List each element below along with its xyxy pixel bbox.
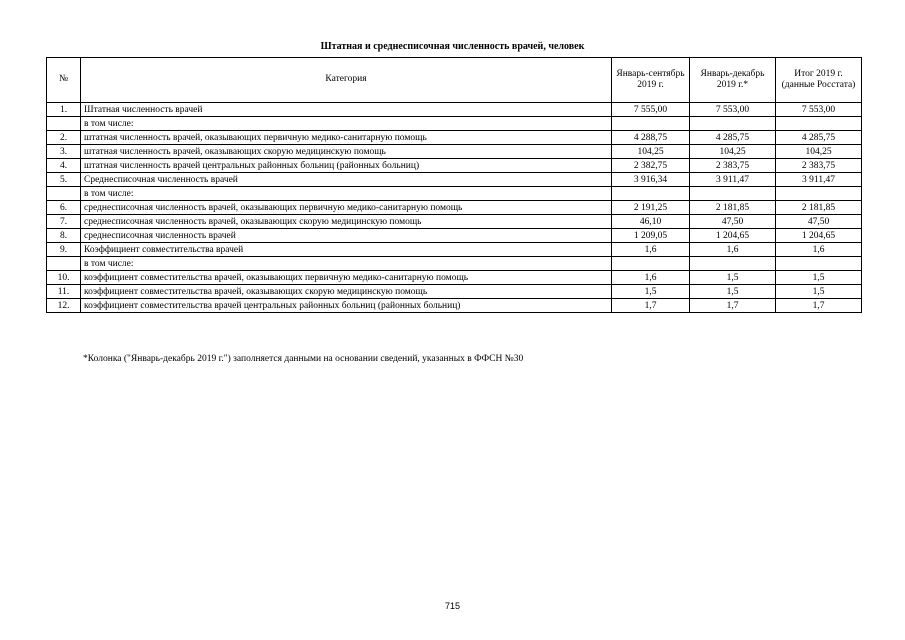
row-jan-sep: 1,5 (612, 285, 690, 299)
row-number: 6. (47, 201, 81, 215)
page-number: 715 (444, 601, 461, 611)
row-jan-sep: 1,6 (612, 243, 690, 257)
row-total: 104,25 (776, 145, 862, 159)
row-jan-dec (690, 257, 776, 271)
row-number: 8. (47, 229, 81, 243)
row-label: в том числе: (81, 117, 612, 131)
table-row (47, 299, 862, 313)
row-jan-dec: 1 204,65 (690, 229, 776, 243)
row-jan-sep: 2 191,25 (612, 201, 690, 215)
table-row (47, 117, 862, 131)
row-label: коэффициент совместительства врачей, оказывающих первичную медико-санитарную помощь (81, 271, 612, 285)
row-total (776, 187, 862, 201)
row-total: 2 181,85 (776, 201, 862, 215)
row-number (47, 117, 81, 131)
table-row (47, 201, 862, 215)
row-number: 7. (47, 215, 81, 229)
footnote: *Колонка ("Январь-декабрь 2019 г.") заполняется данными на основании сведений, указанных в ФФСН №30 (83, 354, 524, 364)
table-row (47, 173, 862, 187)
row-jan-sep: 1,6 (612, 271, 690, 285)
row-jan-dec: 1,5 (690, 271, 776, 285)
row-number: 9. (47, 243, 81, 257)
row-number: 3. (47, 145, 81, 159)
row-total: 2 383,75 (776, 159, 862, 173)
row-jan-sep: 4 288,75 (612, 131, 690, 145)
row-jan-dec: 3 911,47 (690, 173, 776, 187)
row-label: Коэффициент совместительства врачей (81, 243, 612, 257)
row-jan-dec: 1,6 (690, 243, 776, 257)
row-jan-sep: 104,25 (612, 145, 690, 159)
row-jan-dec: 2 383,75 (690, 159, 776, 173)
row-total: 1,7 (776, 299, 862, 313)
row-jan-sep: 2 382,75 (612, 159, 690, 173)
row-jan-sep (612, 187, 690, 201)
row-number: 11. (47, 285, 81, 299)
row-jan-dec (690, 117, 776, 131)
row-label: коэффициент совместительства врачей, оказывающих скорую медицинскую помощь (81, 285, 612, 299)
header-category: Категория (81, 58, 612, 103)
row-label: среднесписочная численность врачей, оказывающих первичную медико-санитарную помощь (81, 201, 612, 215)
row-jan-sep: 3 916,34 (612, 173, 690, 187)
table-row (47, 285, 862, 299)
row-label: Штатная численность врачей (81, 103, 612, 117)
row-number (47, 257, 81, 271)
row-number: 10. (47, 271, 81, 285)
header-jan-dec: Январь-декабрь 2019 г.* (690, 58, 776, 103)
table-row (47, 257, 862, 271)
row-jan-dec: 4 285,75 (690, 131, 776, 145)
row-jan-dec: 104,25 (690, 145, 776, 159)
row-jan-dec: 7 553,00 (690, 103, 776, 117)
row-total: 47,50 (776, 215, 862, 229)
row-jan-dec: 1,5 (690, 285, 776, 299)
row-label: среднесписочная численность врачей (81, 229, 612, 243)
row-jan-sep (612, 257, 690, 271)
row-number: 4. (47, 159, 81, 173)
table-row (47, 145, 862, 159)
row-total: 3 911,47 (776, 173, 862, 187)
row-total: 7 553,00 (776, 103, 862, 117)
row-jan-sep: 7 555,00 (612, 103, 690, 117)
row-jan-sep: 46,10 (612, 215, 690, 229)
header-total: Итог 2019 г. (данные Росстата) (776, 58, 862, 103)
row-total: 4 285,75 (776, 131, 862, 145)
row-label: штатная численность врачей, оказывающих скорую медицинскую помощь (81, 145, 612, 159)
row-jan-dec: 47,50 (690, 215, 776, 229)
row-total: 1,5 (776, 271, 862, 285)
header-num: № (47, 58, 81, 103)
row-jan-sep (612, 117, 690, 131)
table-row (47, 103, 862, 117)
row-number: 1. (47, 103, 81, 117)
row-total (776, 117, 862, 131)
row-jan-sep: 1 209,05 (612, 229, 690, 243)
row-jan-dec (690, 187, 776, 201)
row-label: среднесписочная численность врачей, оказывающих скорую медицинскую помощь (81, 215, 612, 229)
row-number: 5. (47, 173, 81, 187)
row-total: 1,6 (776, 243, 862, 257)
row-jan-sep: 1,7 (612, 299, 690, 313)
page-title: Штатная и среднесписочная численность врачей, человек (320, 41, 585, 52)
row-total (776, 257, 862, 271)
row-label: коэффициент совместительства врачей центральных районных больниц (районных больниц) (81, 299, 612, 313)
table-header-row (47, 58, 862, 103)
table-row (47, 187, 862, 201)
table-row (47, 215, 862, 229)
table-row (47, 159, 862, 173)
row-number (47, 187, 81, 201)
row-label: в том числе: (81, 187, 612, 201)
table-row (47, 131, 862, 145)
row-number: 2. (47, 131, 81, 145)
row-label: в том числе: (81, 257, 612, 271)
header-jan-sep: Январь-сентябрь 2019 г. (612, 58, 690, 103)
row-jan-dec: 2 181,85 (690, 201, 776, 215)
row-jan-dec: 1,7 (690, 299, 776, 313)
table-row (47, 243, 862, 257)
staffing-table (46, 57, 862, 313)
table-row (47, 229, 862, 243)
row-label: Среднесписочная численность врачей (81, 173, 612, 187)
table-row (47, 271, 862, 285)
row-label: штатная численность врачей, оказывающих первичную медико-санитарную помощь (81, 131, 612, 145)
row-total: 1,5 (776, 285, 862, 299)
row-label: штатная численность врачей центральных районных больниц (районных больниц) (81, 159, 612, 173)
row-total: 1 204,65 (776, 229, 862, 243)
row-number: 12. (47, 299, 81, 313)
table-body (47, 103, 862, 313)
